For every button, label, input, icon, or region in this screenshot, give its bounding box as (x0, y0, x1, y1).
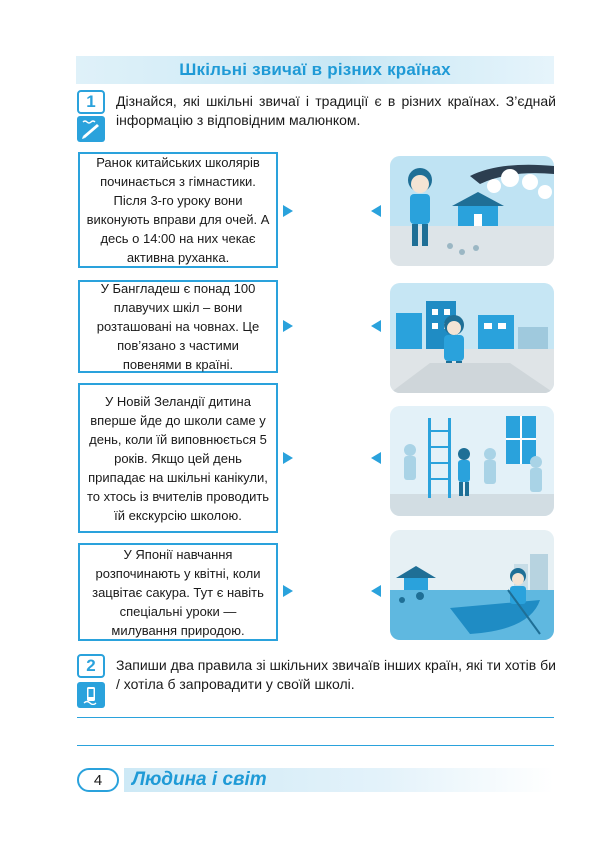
children-gym-picture[interactable] (390, 406, 554, 516)
info-card-bangladesh[interactable] (78, 280, 278, 373)
info-card-china[interactable] (78, 152, 278, 268)
connect-arrow-right[interactable] (283, 205, 293, 217)
page-number: 4 (77, 768, 119, 792)
connect-arrow-left[interactable] (371, 205, 381, 217)
phone-icon (77, 682, 105, 708)
info-card-new-zealand[interactable] (78, 383, 278, 533)
task-2-text: Запиши два правила зі шкільних звичаїв інших країн, які ти хотів би / хотіла б запровадити у своїй школі. (116, 657, 556, 692)
connect-arrow-left[interactable] (371, 320, 381, 332)
pen-icon (77, 116, 105, 142)
connect-arrow-left[interactable] (371, 585, 381, 597)
answer-line[interactable] (77, 745, 554, 746)
info-card-japan[interactable] (78, 543, 278, 641)
connect-arrow-left[interactable] (371, 452, 381, 464)
connect-arrow-right[interactable] (283, 452, 293, 464)
task-number-2: 2 (77, 654, 105, 678)
connect-arrow-right[interactable] (283, 320, 293, 332)
connect-arrow-right[interactable] (283, 585, 293, 597)
card-text: У Новій Зеландії дитина вперше йде до школи саме у день, коли їй виповнюється 5 років. Якщо цей день припадає на шкільні канікули, то хтось із вчителів проводить їй екскурсію школою. (86, 393, 270, 523)
section-title-bar (76, 56, 554, 84)
card-text: У Японії навчання розпочинають у квітні, коли зацвітає сакура. Тут є навіть спеціальні уроки — милування природою. (92, 546, 264, 638)
answer-line[interactable] (77, 717, 554, 718)
task-1-text: Дізнайся, які шкільні звичаї і традиції є в різних країнах. З’єднай інформацію з відповідним малюнком. (116, 93, 556, 128)
footer-bar (124, 768, 554, 792)
girl-sakura-picture[interactable] (390, 156, 554, 266)
girl-boat-picture[interactable] (390, 530, 554, 640)
card-text: У Бангладеш є понад 100 плавучих шкіл – вони розташовані на човнах. Це пов’язано з частими повенями в країні. (96, 281, 260, 372)
page-title: Шкільні звичаї в різних країнах (179, 60, 451, 79)
girl-city-picture[interactable] (390, 283, 554, 393)
section-name: Людина і світ (132, 769, 267, 790)
card-text: Ранок китайських школярів починається з гімнастики. Після 3-го уроку вони виконують вправи для очей. А десь о 14:00 на них чекає активна руханка. (86, 155, 270, 265)
task-number-1: 1 (77, 90, 105, 114)
